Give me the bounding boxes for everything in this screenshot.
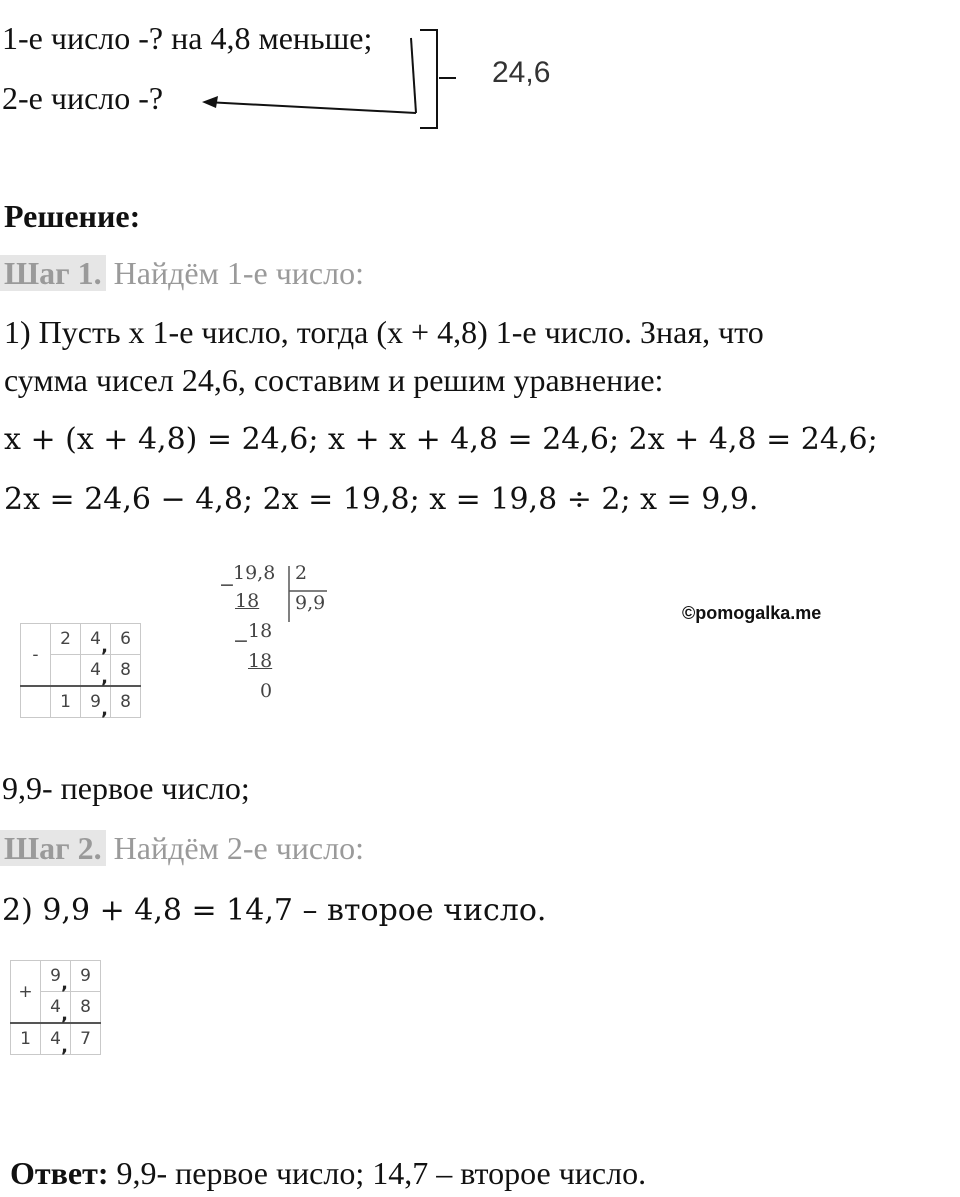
answer-label: Ответ: xyxy=(10,1155,109,1191)
step1-title: Найдём 1-е число: xyxy=(113,255,364,291)
division-divisor: 2 xyxy=(295,562,308,584)
division-rem-2: 0 xyxy=(260,680,273,702)
sub-result-cell: 8 xyxy=(111,686,141,718)
sum-label: 24,6 xyxy=(492,56,551,89)
add-row2-cell: 4 , xyxy=(41,992,71,1024)
step2-label: Шаг 2. xyxy=(0,830,106,866)
step2-title: Найдём 2-е число: xyxy=(113,830,364,866)
division-minus-2: − xyxy=(233,630,249,652)
problem-line-2: 2-е число -? xyxy=(2,80,164,116)
equation-line-2: 2x = 24,6 − 4,8; 2x = 19,8; x = 19,8 ÷ 2; x = 9,9. xyxy=(4,482,759,517)
sub-row2-cell: 8 xyxy=(111,655,141,687)
addition-sign: + xyxy=(11,961,41,1024)
sub-result-cell xyxy=(21,686,51,718)
problem-diagram-brackets xyxy=(190,20,470,135)
answer xyxy=(10,1155,646,1191)
add-result-cell: 4 , xyxy=(41,1023,71,1055)
sub-result-cell: 1 xyxy=(51,686,81,718)
step1-text-line-1: 1) Пусть x 1-е число, тогда (x + 4,8) 1-е число. Зная, что xyxy=(4,314,764,350)
solution-title: Решение: xyxy=(4,198,141,234)
arrow-horizontal xyxy=(206,102,416,113)
step1-label: Шаг 1. xyxy=(0,255,106,291)
sub-row2-cell xyxy=(51,655,81,687)
division-rem-1: 18 xyxy=(248,620,273,642)
sub-row1-cell: 6 xyxy=(111,624,141,655)
equation-line-1: x + (x + 4,8) = 24,6; x + x + 4,8 = 24,6; 2x + 4,8 = 24,6; xyxy=(4,422,878,457)
division-sub-2: 18 xyxy=(248,650,273,672)
sub-row1-cell: 4 , xyxy=(81,624,111,655)
subtraction-sign: - xyxy=(21,624,51,687)
step1-heading xyxy=(0,255,364,291)
long-division xyxy=(215,560,345,720)
sub-result-cell: 9 , xyxy=(81,686,111,718)
add-result-cell: 1 xyxy=(11,1023,41,1055)
addition-grid xyxy=(10,960,101,1055)
step1-text-line-2: сумма чисел 24,6, составим и решим уравнение: xyxy=(4,362,664,398)
watermark: ©pomogalka.me xyxy=(682,603,822,623)
division-lines xyxy=(215,560,345,720)
division-minus-1: − xyxy=(219,574,235,596)
step2-heading xyxy=(0,830,364,866)
add-row1-cell: 9 xyxy=(71,961,101,992)
subtraction-grid xyxy=(20,623,141,718)
answer-text: 9,9- первое число; 14,7 – второе число. xyxy=(108,1155,647,1191)
arrow-vertical xyxy=(411,38,416,113)
division-dividend: 19,8 xyxy=(233,562,276,584)
problem-line-1: 1-е число -? на 4,8 меньше; xyxy=(2,20,373,56)
arrow-head xyxy=(202,96,218,108)
step1-result: 9,9- первое число; xyxy=(2,770,250,806)
add-row1-cell: 9 , xyxy=(41,961,71,992)
division-quotient: 9,9 xyxy=(295,592,326,614)
sub-row2-cell: 4 , xyxy=(81,655,111,687)
bracket-line xyxy=(420,30,437,128)
add-result-cell: 7 xyxy=(71,1023,101,1055)
sub-row1-cell: 2 xyxy=(51,624,81,655)
division-sub-1: 18 xyxy=(235,590,260,612)
step2-text: 2) 9,9 + 4,8 = 14,7 – второе число. xyxy=(2,893,547,928)
add-row2-cell: 8 xyxy=(71,992,101,1024)
